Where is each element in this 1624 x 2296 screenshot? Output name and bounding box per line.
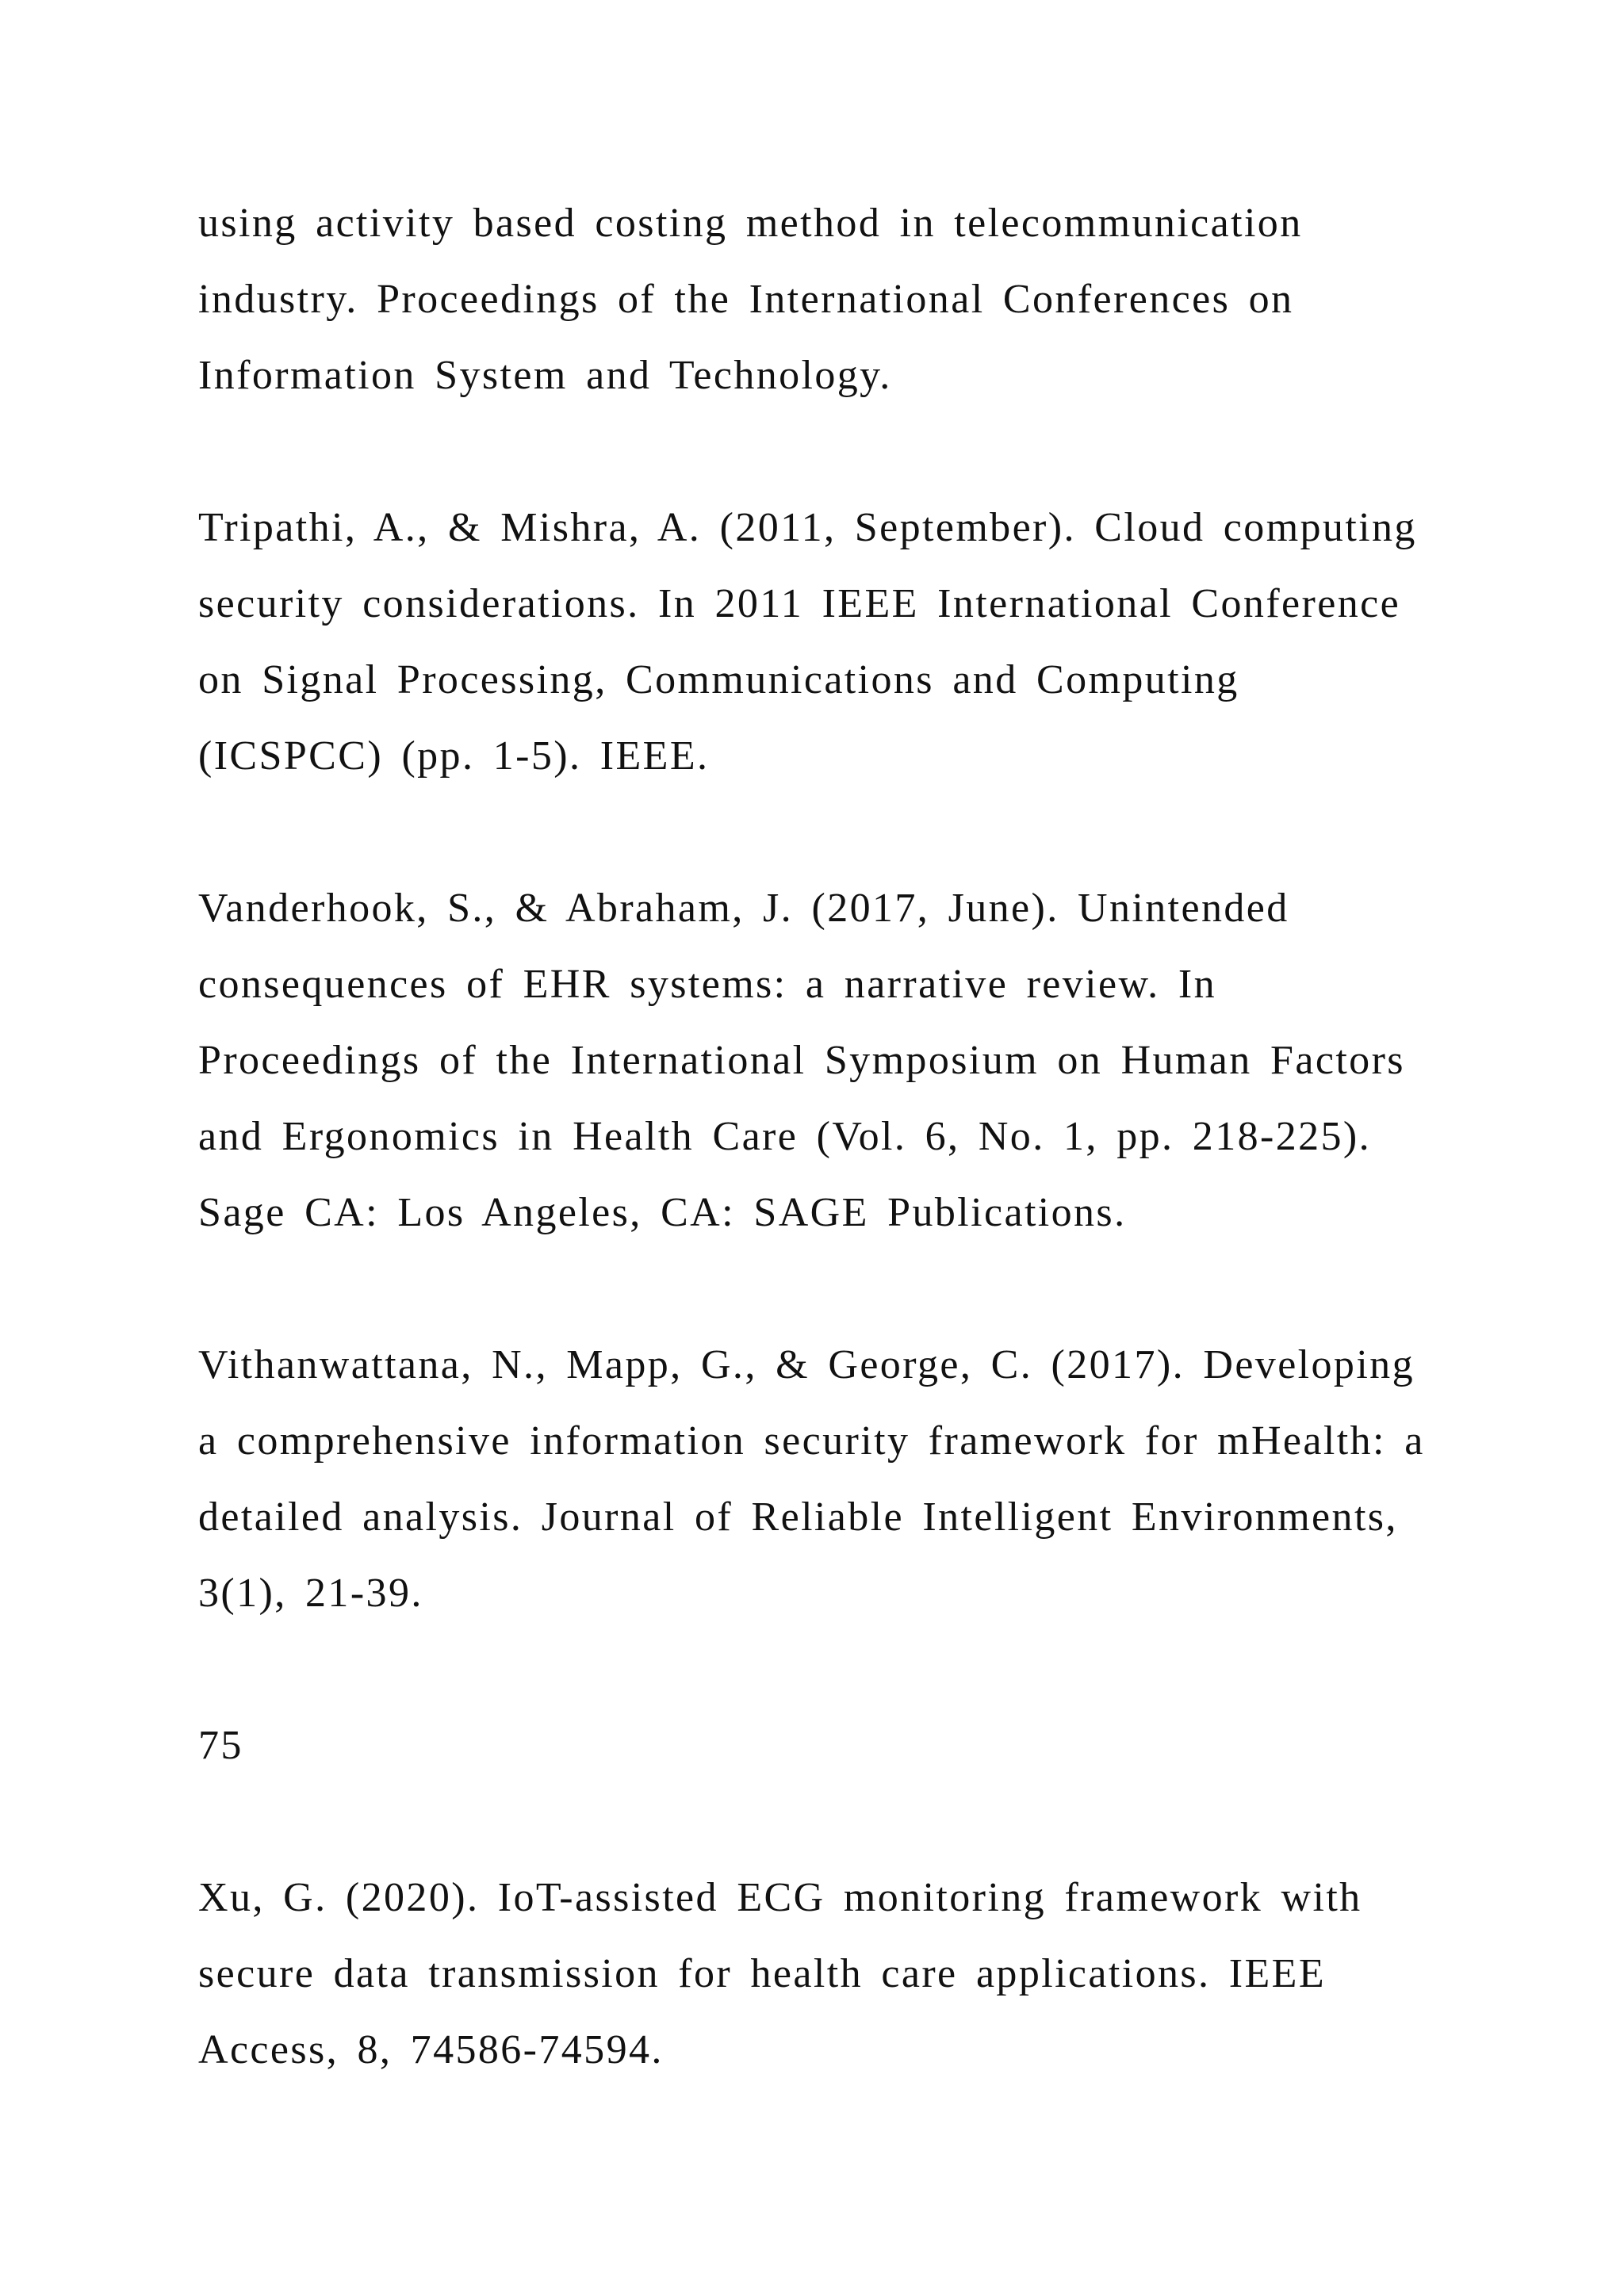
- reference-line: secure data transmission for health care applications. IEEE: [198, 1951, 1327, 1996]
- reference-line: Access, 8, 74586-74594.: [198, 2027, 664, 2072]
- reference-line: security considerations. In 2011 IEEE International Conference: [198, 581, 1401, 626]
- reference-line: (ICSPCC) (pp. 1-5). IEEE.: [198, 733, 710, 779]
- reference-line: Sage CA: Los Angeles, CA: SAGE Publications.: [198, 1190, 1127, 1235]
- reference-line: Vanderhook, S., & Abraham, J. (2017, June). Unintended: [198, 886, 1289, 931]
- reference-line: detailed analysis. Journal of Reliable Intelligent Environments,: [198, 1494, 1398, 1540]
- reference-line: Vithanwattana, N., Mapp, G., & George, C. (2017). Developing: [198, 1342, 1415, 1387]
- reference-line: a comprehensive information security framework for mHealth: a: [198, 1418, 1425, 1464]
- reference-line: and Ergonomics in Health Care (Vol. 6, No. 1, pp. 218-225).: [198, 1114, 1372, 1159]
- reference-line: using activity based costing method in telecommunication: [198, 201, 1303, 246]
- reference-line: Information System and Technology.: [198, 353, 892, 398]
- reference-line: industry. Proceedings of the International Conferences on: [198, 277, 1294, 322]
- reference-line: consequences of EHR systems: a narrative review. In: [198, 962, 1216, 1007]
- reference-line: 3(1), 21-39.: [198, 1571, 423, 1616]
- reference-line: Tripathi, A., & Mishra, A. (2011, September). Cloud computing: [198, 505, 1417, 550]
- page-number: 75: [198, 1723, 243, 1768]
- reference-line: Xu, G. (2020). IoT-assisted ECG monitoring framework with: [198, 1875, 1362, 1920]
- reference-line: Proceedings of the International Symposium on Human Factors: [198, 1038, 1405, 1083]
- reference-line: on Signal Processing, Communications and Computing: [198, 657, 1239, 702]
